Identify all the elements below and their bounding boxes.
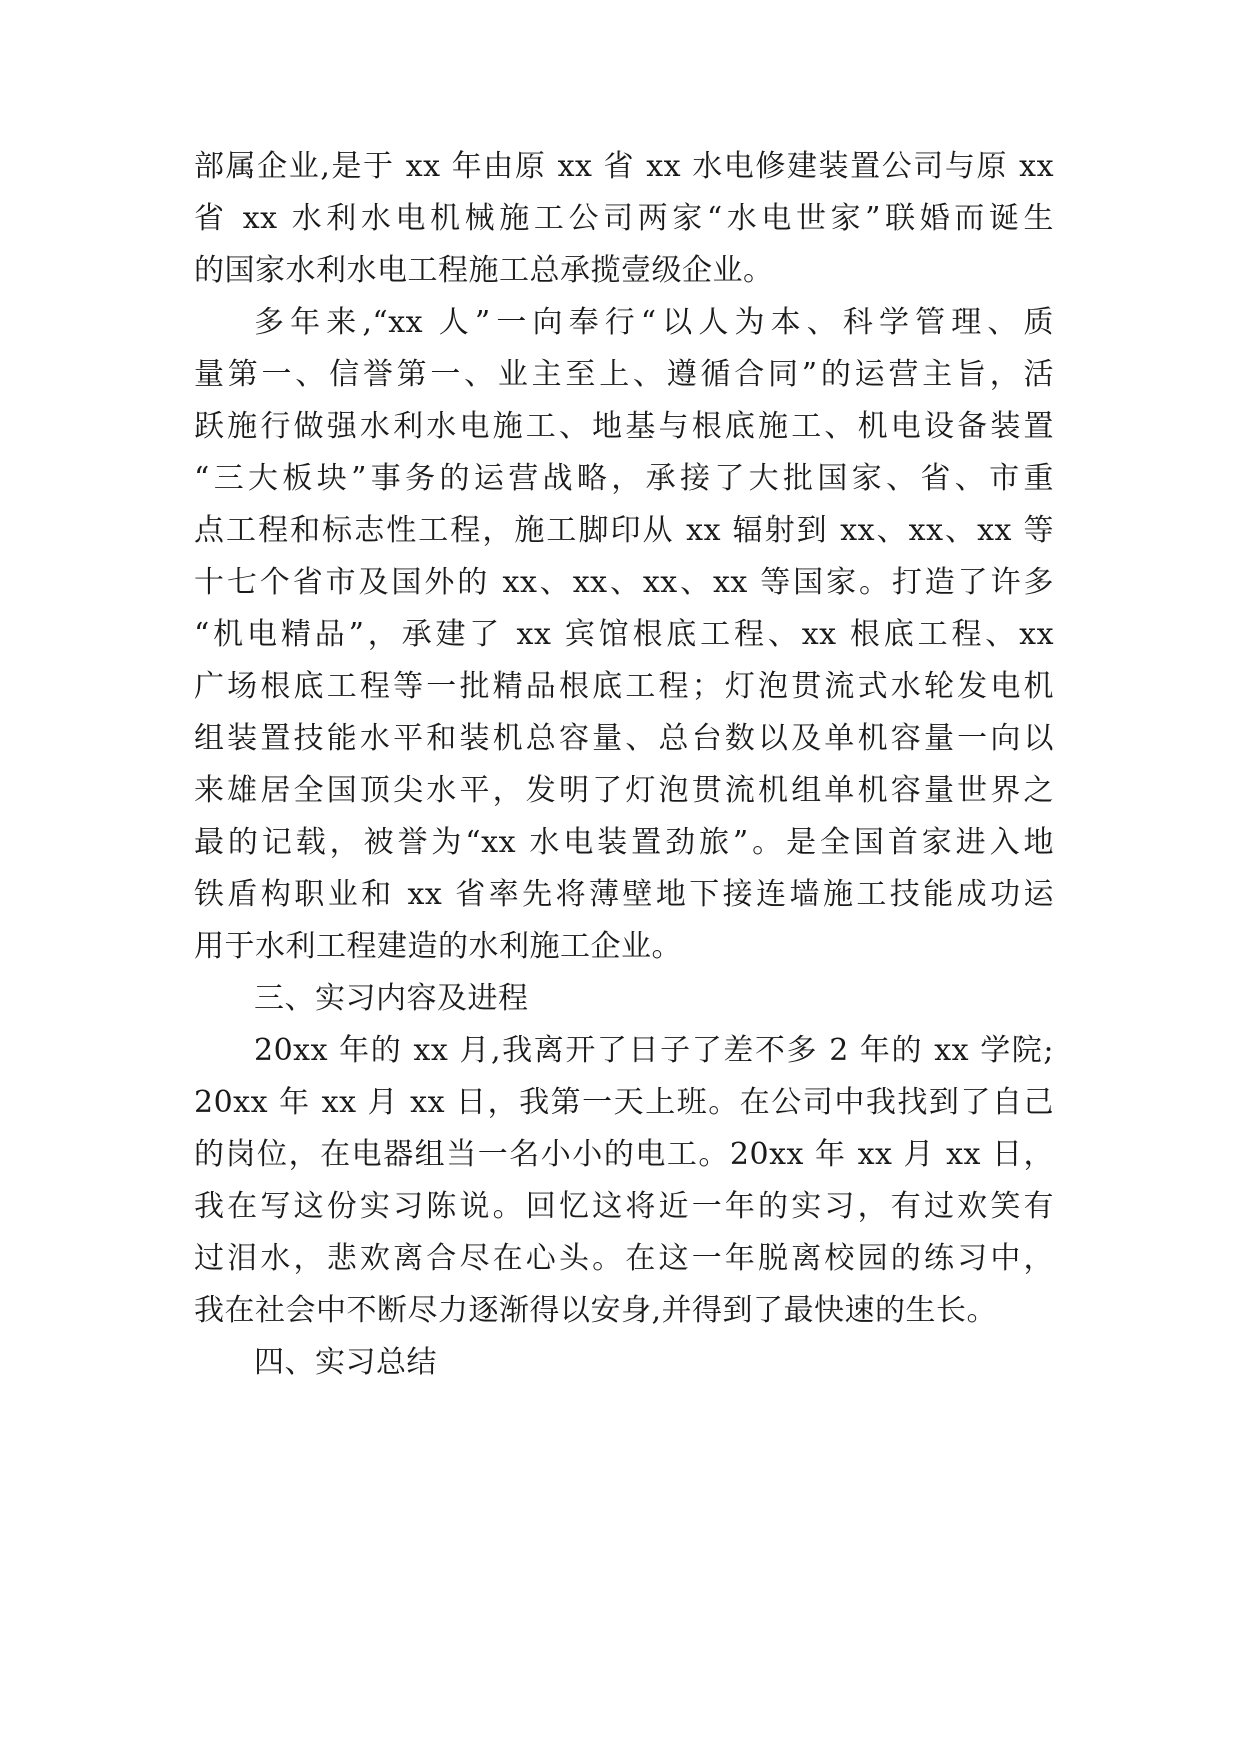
section-heading: 四、实习总结 bbox=[254, 1345, 437, 1380]
paragraph-line: 跃施行做强水利水电施工、地基与根底施工、机电设备装置 bbox=[194, 409, 1054, 444]
paragraph-line: “机电精品”，承建了 xx 宾馆根底工程、xx 根底工程、xx bbox=[194, 617, 1054, 652]
paragraph-line: 过泪水，悲欢离合尽在心头。在这一年脱离校园的练习中， bbox=[194, 1241, 1054, 1276]
paragraph-line: 多年来,“xx 人”一向奉行“以人为本、科学管理、质 bbox=[254, 305, 1054, 340]
paragraph-line: 我在写这份实习陈说。回忆这将近一年的实习，有过欢笑有 bbox=[194, 1189, 1054, 1224]
paragraph-line: 十七个省市及国外的 xx、xx、xx、xx 等国家。打造了许多 bbox=[194, 565, 1054, 600]
paragraph-line: 我在社会中不断尽力逐渐得以安身,并得到了最快速的生长。 bbox=[194, 1293, 998, 1328]
paragraph-line: 点工程和标志性工程，施工脚印从 xx 辐射到 xx、xx、xx 等 bbox=[194, 513, 1054, 548]
paragraph-line: 来雄居全国顶尖水平，发明了灯泡贯流机组单机容量世界之 bbox=[194, 773, 1054, 808]
paragraph-line: 的国家水利水电工程施工总承揽壹级企业。 bbox=[194, 253, 774, 288]
paragraph-line: 20xx 年的 xx 月,我离开了日子了差不多 2 年的 xx 学院; bbox=[254, 1033, 1054, 1068]
paragraph-line: 铁盾构职业和 xx 省率先将薄壁地下接连墙施工技能成功运 bbox=[194, 877, 1054, 912]
paragraph-line: 省 xx 水利水电机械施工公司两家“水电世家”联婚而诞生 bbox=[194, 201, 1054, 236]
paragraph-line: 用于水利工程建造的水利施工企业。 bbox=[194, 929, 682, 964]
paragraph-line: 部属企业,是于 xx 年由原 xx 省 xx 水电修建装置公司与原 xx bbox=[194, 149, 1054, 184]
paragraph-line: 的岗位，在电器组当一名小小的电工。20xx 年 xx 月 xx 日， bbox=[194, 1137, 1054, 1172]
paragraph-line: 组装置技能水平和装机总容量、总台数以及单机容量一向以 bbox=[194, 721, 1054, 756]
section-heading: 三、实习内容及进程 bbox=[254, 981, 529, 1016]
paragraph-line: “三大板块”事务的运营战略，承接了大批国家、省、市重 bbox=[194, 461, 1054, 496]
paragraph-line: 广场根底工程等一批精品根底工程；灯泡贯流式水轮发电机 bbox=[194, 669, 1054, 704]
paragraph-line: 量第一、信誉第一、业主至上、遵循合同”的运营主旨，活 bbox=[194, 357, 1054, 392]
paragraph-line: 20xx 年 xx 月 xx 日，我第一天上班。在公司中我找到了自己 bbox=[194, 1085, 1054, 1120]
paragraph-line: 最的记载，被誉为“xx 水电装置劲旅”。是全国首家进入地 bbox=[194, 825, 1054, 860]
